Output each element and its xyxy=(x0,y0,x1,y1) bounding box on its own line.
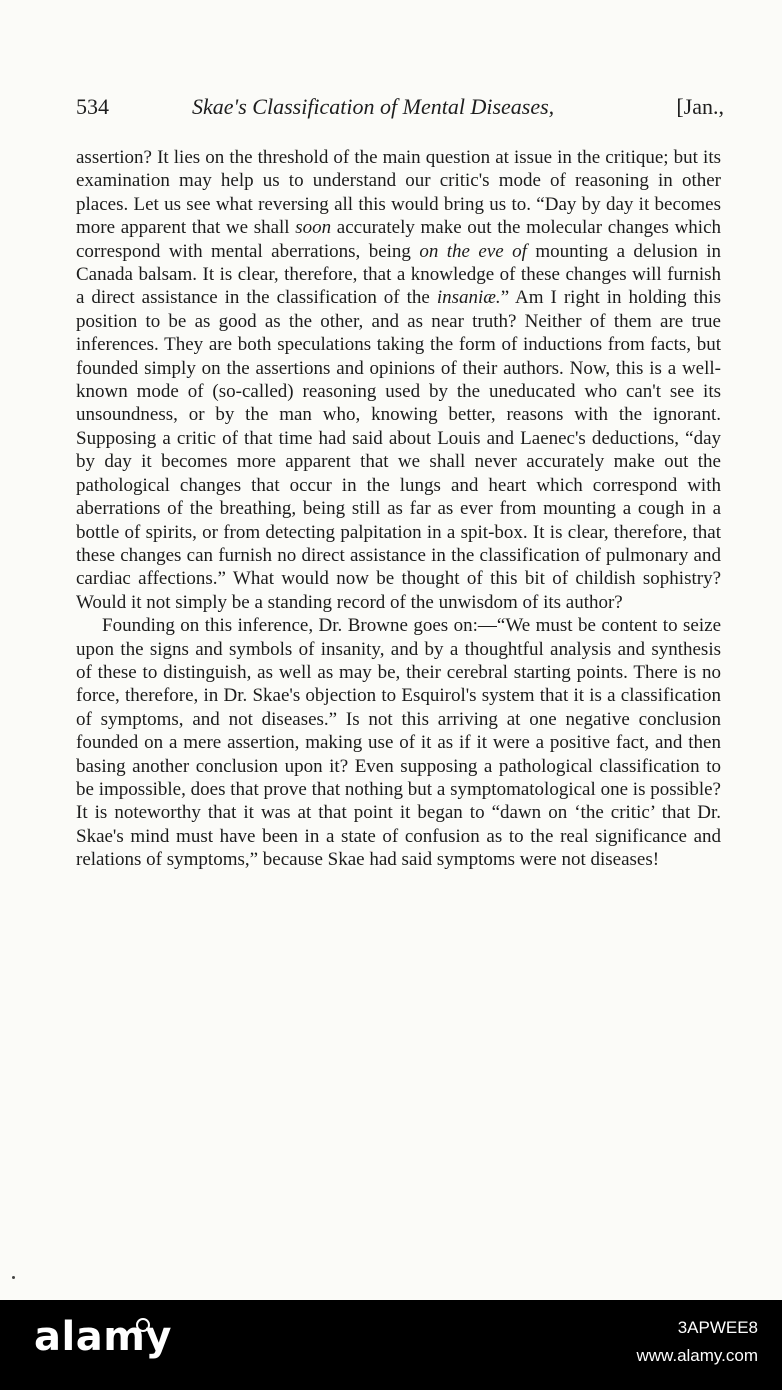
logo-circle-icon xyxy=(136,1318,150,1332)
italic-soon: soon xyxy=(295,217,332,239)
page-number: 534 xyxy=(76,94,109,119)
italic-insaniae: insaniæ. xyxy=(436,287,501,309)
running-title: Skae's Classification of Mental Diseases, xyxy=(192,94,555,119)
paragraph-2: Founding on this inference, Dr. Browne goes on:—“We must be content to seize upon the signs and symbols of insanity, and by a thoughtful analysis and synthesis of these to distinguish, as well as may be, their cerebral starting points. There is no force, therefore, in Dr. Skae's objection to Esquirol's system that it is a classification of symptoms, and not diseases.” Is not this arriving at one negative conclusion founded on a mere assertion, making use of it as if it were a positive fact, and then basing another conclusion upon it? Even supposing a pathological classification to be impossible, does that prove that nothing but a symptomatological one is possible? It is noteworthy that it was at that point it began to “dawn on ‘the critic’ that Dr. Skae's mind must have been in a state of confusion as to the real significance and relations of symptoms,” because Skae had said symptoms were not diseases! xyxy=(76,615,721,871)
alamy-logo: alamy xyxy=(34,1314,172,1360)
paper-speck xyxy=(12,1276,15,1279)
section-marker: [Jan., xyxy=(676,94,724,119)
page-header xyxy=(76,94,724,130)
site-url: www.alamy.com xyxy=(636,1346,758,1365)
image-id: 3APWEE8 xyxy=(677,1318,758,1337)
paragraph-1: assertion? It lies on the threshold of the main question at issue in the critique; but its examination may help us to understand our critic's mode of reasoning in other places. Let us see what reversing all this would bring us to. “Day by day it becomes more apparent that we shall soon accurately make out the molecular changes which correspond with mental aberrations, being on the eve of mounting a delusion in Canada balsam. It is clear, therefore, that a knowledge of these changes will furnish a direct assistance in the classification of the insaniæ.” Am I right in holding this position to be as good as the other, and as near truth? Neither of them are true inferences. They are both speculations taking the form of inductions from facts, but founded simply on the assertions and opinions of their authors. Now, this is a well-known mode of (so-called) reasoning used by the uneducated who can't see its unsoundness, or by the man who, knowing better, reasons with the ignorant. Supposing a critic of that time had said about Louis and Laenec's deductions, “day by day it becomes more apparent that we shall never accurately make out the pathological changes that occur in the lungs and heart which correspond with aberrations of the breathing, being still as far as ever from mounting a cough in a bottle of spirits, or from detecting palpitation in a spit-box. It is clear, therefore, that these changes can furnish no direct assistance in the classification of pulmonary and cardiac affections.” What would now be thought of this bit of childish sophistry? Would it not simply be a standing record of the unwisdom of its author? xyxy=(76,147,722,613)
italic-on-the-eve-of: on the eve of xyxy=(419,240,527,262)
watermark-bar xyxy=(0,1300,782,1390)
body-text xyxy=(76,146,721,872)
